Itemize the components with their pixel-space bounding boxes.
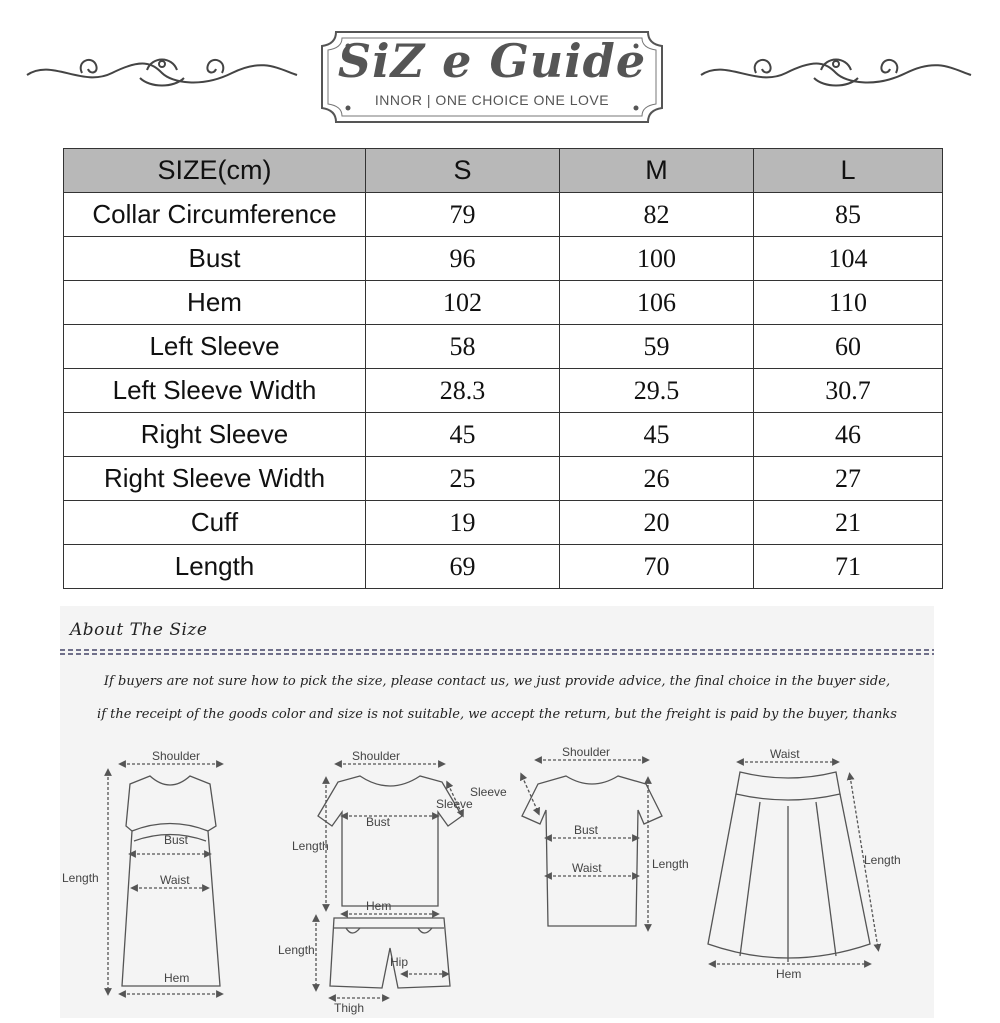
measurement-value-s: 102 (366, 281, 560, 325)
size-table-header-row (64, 149, 943, 193)
tshirt-shoulder-label: Shoulder (352, 749, 401, 763)
measurement-value-m: 106 (560, 281, 754, 325)
measurement-label: Left Sleeve Width (64, 369, 366, 413)
shorts-diagram (316, 918, 450, 998)
size-table (63, 148, 943, 589)
measurement-value-l: 30.7 (754, 369, 943, 413)
top-bust-label: Bust (574, 823, 599, 837)
measurement-value-l: 104 (754, 237, 943, 281)
dress-waist-label: Waist (160, 873, 190, 887)
about-note-line-1: If buyers are not sure how to pick the size, please contact us, we just provide advice, the final choice in the buyer side, (103, 674, 891, 689)
top-sleeve-label: Sleeve (470, 785, 507, 799)
measurement-value-s: 45 (366, 413, 560, 457)
dashed-divider (60, 648, 934, 656)
tshirt-bust-label: Bust (366, 815, 391, 829)
size-table-body (64, 193, 943, 589)
measurement-label: Collar Circumference (64, 193, 366, 237)
tshirt-length-label: Length (292, 839, 329, 853)
top-waist-label: Waist (572, 861, 602, 875)
measurement-value-l: 71 (754, 545, 943, 589)
dress-shoulder-label: Shoulder (152, 749, 201, 763)
measurement-value-s: 58 (366, 325, 560, 369)
measurement-label: Hem (64, 281, 366, 325)
measurement-value-l: 27 (754, 457, 943, 501)
measurement-label: Right Sleeve (64, 413, 366, 457)
skirt-diagram (708, 762, 878, 964)
header-size-s: S (366, 149, 560, 193)
skirt-length-label: Length (864, 853, 901, 867)
header-size-l: L (754, 149, 943, 193)
left-flourish-ornament (22, 48, 302, 98)
size-table-row (64, 413, 943, 457)
shorts-length-label: Length (278, 943, 315, 957)
measurement-value-l: 85 (754, 193, 943, 237)
size-table-row (64, 281, 943, 325)
measurement-value-s: 25 (366, 457, 560, 501)
garment-diagrams (60, 736, 934, 1018)
about-title: About The Size (70, 620, 208, 640)
tshirt-diagram (318, 764, 462, 914)
skirt-hem-label: Hem (776, 967, 802, 981)
measurement-value-s: 79 (366, 193, 560, 237)
measurement-label: Left Sleeve (64, 325, 366, 369)
about-the-size-section (60, 606, 934, 1018)
measurement-label: Right Sleeve Width (64, 457, 366, 501)
header-size-cm: SIZE(cm) (64, 149, 366, 193)
measurement-label: Cuff (64, 501, 366, 545)
size-table-row (64, 237, 943, 281)
measurement-value-m: 59 (560, 325, 754, 369)
measurement-value-s: 96 (366, 237, 560, 281)
header-size-m: M (560, 149, 754, 193)
top-length-label: Length (652, 857, 689, 871)
size-guide-title: SiZ e Guide (337, 34, 647, 88)
measurement-value-l: 46 (754, 413, 943, 457)
skirt-waist-label: Waist (770, 747, 800, 761)
size-table-row (64, 501, 943, 545)
size-guide-header (0, 0, 1000, 140)
shorts-hip-label: Hip (390, 955, 409, 969)
top-diagram (522, 760, 662, 928)
measurement-value-m: 20 (560, 501, 754, 545)
size-table-row (64, 545, 943, 589)
tshirt-sleeve-label: Sleeve (436, 797, 473, 811)
measurement-value-m: 29.5 (560, 369, 754, 413)
shorts-thigh-label: Thigh (334, 1001, 365, 1015)
measurement-value-l: 60 (754, 325, 943, 369)
measurement-value-l: 110 (754, 281, 943, 325)
size-table-row (64, 325, 943, 369)
garment-diagrams-svg (60, 736, 934, 1018)
measurement-value-s: 28.3 (366, 369, 560, 413)
measurement-value-m: 100 (560, 237, 754, 281)
measurement-value-m: 45 (560, 413, 754, 457)
dress-length-label: Length (62, 871, 99, 885)
top-shoulder-label: Shoulder (562, 745, 611, 759)
about-note-line-2: if the receipt of the goods color and size is not suitable, we accept the return, but the freight is paid by the buyer, thanks (97, 707, 897, 722)
size-guide-badge (318, 28, 666, 126)
measurement-value-m: 82 (560, 193, 754, 237)
measurement-value-m: 26 (560, 457, 754, 501)
right-flourish-ornament (696, 48, 976, 98)
measurement-label: Bust (64, 237, 366, 281)
measurement-label: Length (64, 545, 366, 589)
size-table-row (64, 193, 943, 237)
tshirt-hem-label: Hem (366, 899, 392, 913)
dress-bust-label: Bust (164, 833, 189, 847)
measurement-value-s: 19 (366, 501, 560, 545)
size-table-row (64, 457, 943, 501)
size-table-row (64, 369, 943, 413)
measurement-value-m: 70 (560, 545, 754, 589)
size-guide-subtitle: INNOR | ONE CHOICE ONE LOVE (374, 92, 610, 108)
measurement-value-s: 69 (366, 545, 560, 589)
dress-hem-label: Hem (164, 971, 190, 985)
measurement-value-l: 21 (754, 501, 943, 545)
